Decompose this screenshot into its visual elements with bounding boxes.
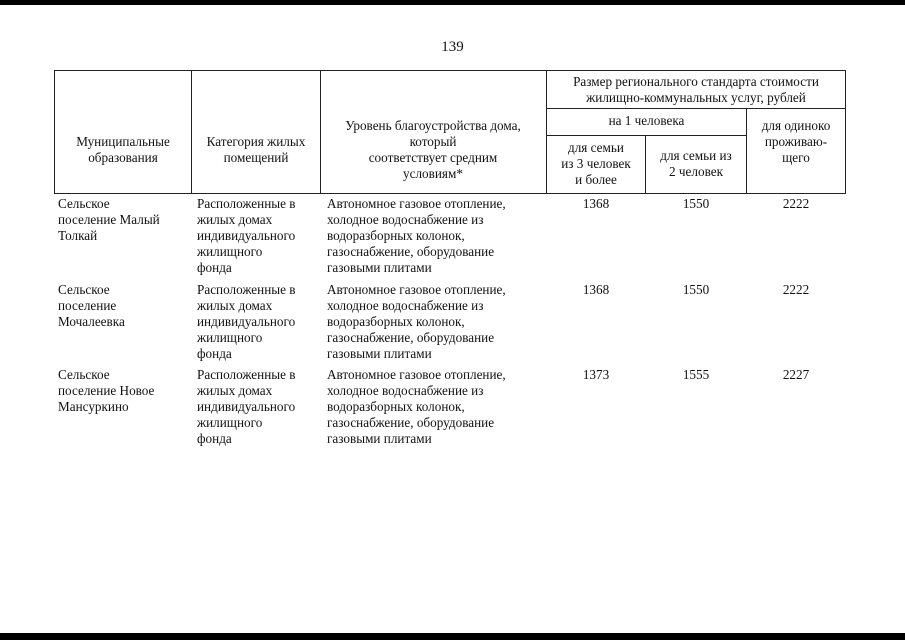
header-vline-6 [845, 70, 846, 194]
header-family2: для семьи из 2 человек [660, 148, 732, 179]
row-family2: 1550 [682, 282, 710, 297]
header-single: для одиноко проживаю- щего [761, 118, 831, 165]
header-per-person: на 1 человека [608, 113, 685, 128]
row-category: Расположенные в жилых домах индивидуального жилищного фонда [197, 367, 296, 446]
bottom-border-rule [0, 633, 905, 640]
page-number: 139 [441, 39, 464, 55]
header-level: Уровень благоустройства дома, который соответствует средним условиям* [345, 118, 521, 181]
header-category: Категория жилых помещений [206, 134, 306, 165]
row-family2: 1555 [682, 367, 710, 382]
row-family2: 1550 [682, 196, 710, 211]
row-category: Расположенные в жилых домах индивидуального жилищного фонда [197, 196, 296, 275]
header-vline-1 [191, 70, 192, 194]
row-family3: 1368 [582, 196, 610, 211]
header-group-divider [546, 108, 846, 109]
header-standard-group: Размер регионального стандарта стоимости жилищно-коммунальных услуг, рублей [573, 74, 819, 105]
header-vline-4 [645, 135, 646, 194]
row-municipality: Сельское поселение Новое Мансуркино [58, 367, 155, 414]
row-single: 2227 [782, 367, 810, 382]
header-bottom-line [54, 193, 846, 194]
header-subgroup-divider [546, 135, 746, 136]
top-border-rule [0, 0, 905, 5]
header-vline-0 [54, 70, 55, 194]
header-family3: для семьи из 3 человек и более [561, 140, 631, 187]
row-single: 2222 [782, 196, 810, 211]
row-single: 2222 [782, 282, 810, 297]
row-category: Расположенные в жилых домах индивидуального жилищного фонда [197, 282, 296, 361]
row-level: Автономное газовое отопление, холодное водоснабжение из водоразборных колонок, газоснабжение, оборудование газовыми плитами [327, 282, 506, 361]
row-level: Автономное газовое отопление, холодное водоснабжение из водоразборных колонок, газоснабжение, оборудование газовыми плитами [327, 367, 506, 446]
header-vline-2 [320, 70, 321, 194]
header-municipality: Муниципальные образования [76, 134, 170, 165]
row-municipality: Сельское поселение Мочалеевка [58, 282, 125, 329]
row-municipality: Сельское поселение Малый Толкай [58, 196, 160, 243]
header-top-line [54, 70, 846, 71]
header-vline-3 [546, 70, 547, 194]
header-vline-5 [746, 108, 747, 194]
row-level: Автономное газовое отопление, холодное водоснабжение из водоразборных колонок, газоснабжение, оборудование газовыми плитами [327, 196, 506, 275]
row-family3: 1368 [582, 282, 610, 297]
row-family3: 1373 [582, 367, 610, 382]
